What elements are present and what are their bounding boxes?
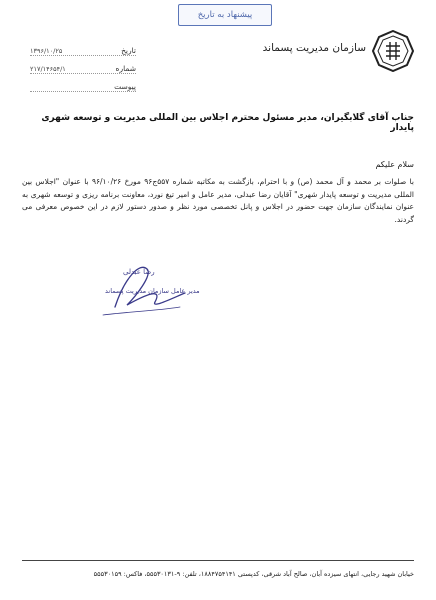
letter-body: با صلوات بر محمد و آل محمد (ص) و با احترام، بازگشت به مکاتبه شماره ۵۵۷ج۹۶ مورخ ۹۶/۱۰/۲۶ با عنوان "اجلاس بین المللی مدیریت و توسعه پایدار شهری" آقایان رضا عبدلی، مدیر عامل و امیر تیغ نورد، معاونت برنامه ریزی و توسعه شهری به عنوان نمایندگان سازمان جهت حضور در اجلاس و پانل تخصصی مورد نظر و صدور دستور لازم در این خصوص معرفی می گردند. xyxy=(22,177,414,224)
organization-logo-icon xyxy=(372,30,414,72)
greeting: سلام علیکم xyxy=(375,160,414,169)
footer-divider xyxy=(22,560,414,561)
date-label: تاریخ xyxy=(121,46,136,55)
attachment-row xyxy=(30,78,136,92)
recipient-line: جناب آقای گلابگیران، مدیر مسئول محترم اجلاس بین المللی مدیریت و توسعه شهری پایدار xyxy=(41,113,414,133)
letter-meta xyxy=(30,42,136,96)
date-row xyxy=(30,42,136,56)
attachment-label: پیوست xyxy=(114,82,136,91)
footer-address: خیابان شهید رجایی، انتهای سیزده آبان، صالح آباد شرقی، کدپستی ۱۸۸۴۷۵۴۱۴۱، تلفن: ۹-۵۵۵۳۰۱۳۱، فاکس: ۵۵۵۳۰۱۵۹ xyxy=(93,570,414,578)
signer-title: مدیر عامل سازمان مدیریت پسماند xyxy=(105,287,200,295)
number-row xyxy=(30,60,136,74)
received-stamp xyxy=(178,4,272,26)
number-label: شماره xyxy=(115,64,136,73)
date-value: ۱۳۹۶/۱۰/۲۵ xyxy=(30,47,63,55)
number-value: ۲۱۷/۱۴۶۵۴/۱ xyxy=(30,65,66,73)
signer-name: رضا عبدلی xyxy=(123,268,155,276)
signature-block xyxy=(85,257,205,327)
stamp-text: پیشنهاد به تاریخ xyxy=(197,10,253,20)
organization-name: سازمان مدیریت پسماند xyxy=(262,42,366,54)
